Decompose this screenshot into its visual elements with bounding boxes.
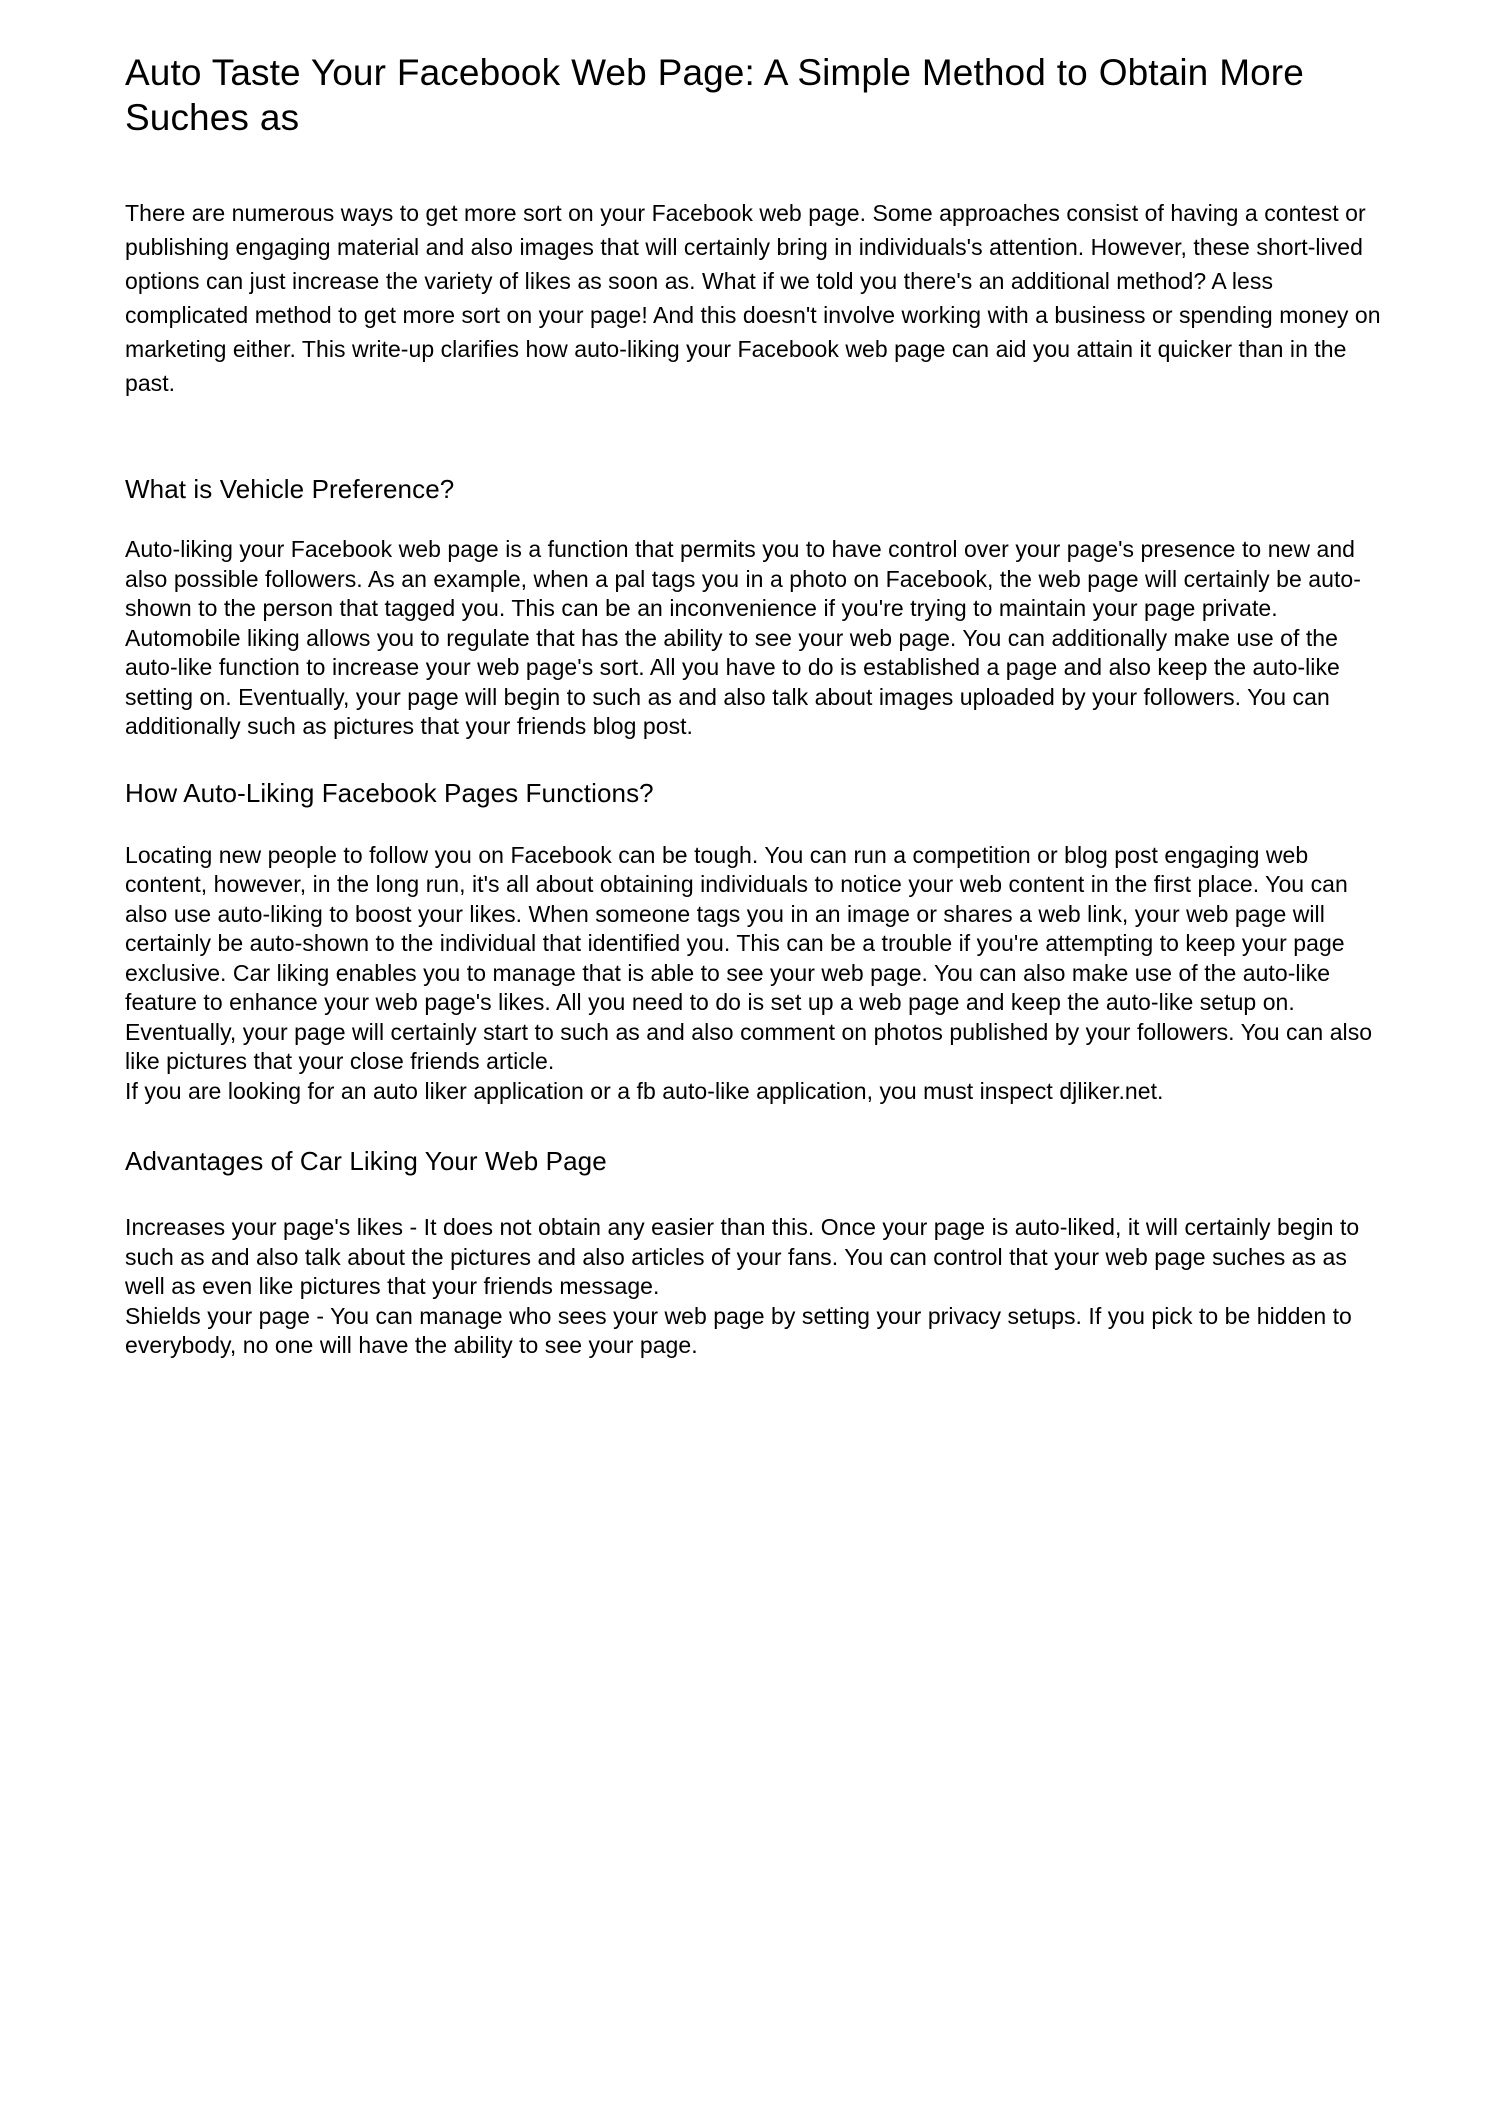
section-paragraph: Locating new people to follow you on Facebook can be tough. You can run a competition or blog post engaging web content, however, in the long run, it's all about obtaining individuals to notice your web content in the first place. You can also use auto-liking to boost your likes. When someone tags you in an image or shares a web link, your web page will certainly be auto-shown to the individual that identified you. This can be a trouble if you're attempting to keep your page exclusive. Car liking enables you to manage that is able to see your web page. You can also make use of the auto-like feature to enhance your web page's likes. All you need to do is set up a web page and keep the auto-like setup on. Eventually, your page will certainly start to such as and also comment on photos published by your followers. You can also like pictures that your close friends article. <box>125 841 1373 1074</box>
section-heading-advantages-of-car-liking-your-web-page: Advantages of Car Liking Your Web Page <box>125 1146 607 1176</box>
section-paragraph: Increases your page's likes - It does not obtain any easier than this. Once your page is auto-liked, it will certainly begin to such as and also talk about the pictures and also articles of your fans. You can control that your web page suches as as well as even like pictures that your friends message. <box>125 1214 1360 1299</box>
section-heading-what-is-vehicle-preference: What is Vehicle Preference? <box>125 474 455 504</box>
spacer <box>125 1106 1383 1144</box>
document-content <box>125 50 1383 1361</box>
spacer <box>125 506 1383 535</box>
spacer <box>125 1178 1383 1213</box>
section-paragraph-djliker: If you are looking for an auto liker application or a fb auto-like application, you must inspect djliker.net. <box>125 1077 1164 1104</box>
spacer <box>125 140 1383 196</box>
section-heading-how-auto-liking-facebook-pages-functions: How Auto-Liking Facebook Pages Functions? <box>125 777 654 808</box>
section-paragraph: Shields your page - You can manage who sees your web page by setting your privacy setups. If you pick to be hidden to everybody, no one will have the ability to see your page. <box>125 1302 1352 1358</box>
spacer <box>125 400 1383 472</box>
spacer <box>125 742 1383 776</box>
page-title: Auto Taste Your Facebook Web Page: A Simple Method to Obtain More Suches as <box>125 52 1304 138</box>
intro-paragraph: There are numerous ways to get more sort on your Facebook web page. Some approaches consist of having a contest or publishing engaging material and also images that will certainly bring in individuals's attention. However, these short-lived options can just increase the variety of likes as soon as. What if we told you there's an additional method? A less complicated method to get more sort on your page! And this doesn't involve working with a business or spending money on marketing either. This write-up clarifies how auto-liking your Facebook web page can aid you attain it quicker than in the past. <box>125 200 1381 396</box>
section-paragraph: Auto-liking your Facebook web page is a function that permits you to have control over your page's presence to new and also possible followers. As an example, when a pal tags you in a photo on Facebook, the web page will certainly be auto-shown to the person that tagged you. This can be an inconvenience if you're trying to maintain your page private. Automobile liking allows you to regulate that has the ability to see your web page. You can additionally make use of the auto-like function to increase your web page's sort. All you have to do is established a page and also keep the auto-like setting on. Eventually, your page will begin to such as and also talk about images uploaded by your followers. You can additionally such as pictures that your friends blog post. <box>125 536 1361 739</box>
spacer <box>125 810 1383 841</box>
